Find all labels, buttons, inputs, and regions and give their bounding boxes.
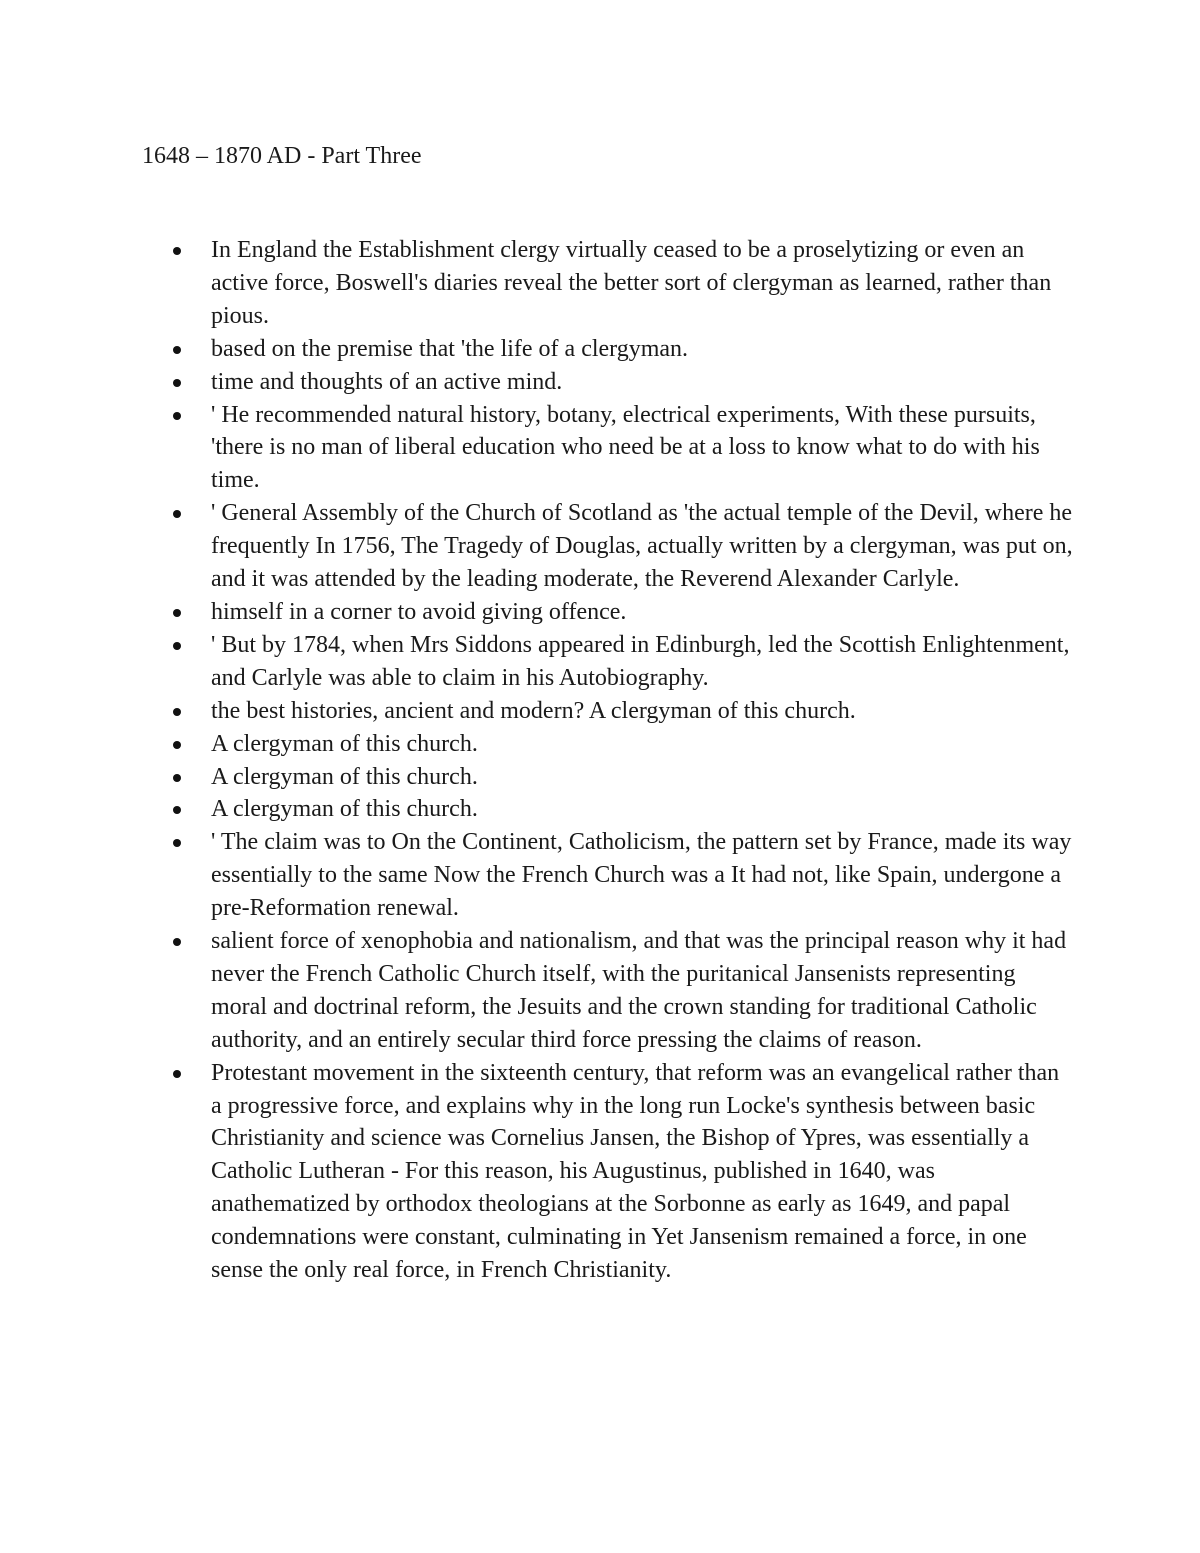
list-item [173, 333, 1073, 366]
bullet-icon [173, 379, 181, 387]
bullet-icon [173, 609, 181, 617]
list-item-text: based on the premise that 'the life of a clergyman. [211, 335, 689, 362]
bullet-icon [173, 708, 181, 716]
list-item [173, 826, 1073, 925]
bullet-icon [173, 412, 181, 420]
list-item-text: the best histories, ancient and modern? A clergyman of this church. [211, 697, 856, 724]
list-item-text: ' He recommended natural history, botany, electrical experiments, With these pursuits, 'there is no man of liberal education who need be at a loss to know what to do with his time. [211, 401, 1040, 494]
list-item-text: ' But by 1784, when Mrs Siddons appeared in Edinburgh, led the Scottish Enlightenment, and Carlyle was able to claim in his Autobiography. [211, 631, 1070, 691]
list-item [173, 1057, 1073, 1287]
list-item [173, 695, 1073, 728]
list-item-text: time and thoughts of an active mind. [211, 368, 563, 395]
list-item-text: Protestant movement in the sixteenth century, that reform was an evangelical rather than a progressive force, and explains why in the long run Locke's synthesis between basic Christianity and science was Cornelius Jansen, the Bishop of Ypres, was essentially a Catholic Lutheran - For this reason, his Augustinus, published in 1640, was anathematized by orthodox theologians at the Sorbonne as early as 1649, and papal condemnations were constant, culminating in Yet Jansenism remained a force, in one sense the only real force, in French Christianity. [211, 1059, 1060, 1284]
list-item [173, 728, 1073, 761]
list-item [173, 761, 1073, 794]
list-item [173, 629, 1073, 695]
bullet-icon [173, 510, 181, 518]
page-title: 1648 – 1870 AD - Part Three [142, 143, 422, 169]
list-item-text: A clergyman of this church. [211, 763, 478, 790]
bullet-icon [173, 774, 181, 782]
bullet-icon [173, 839, 181, 847]
bullet-icon [173, 806, 181, 814]
bullet-list [173, 234, 1073, 1287]
bullet-icon [173, 938, 181, 946]
list-item [173, 399, 1073, 498]
bullet-icon [173, 642, 181, 650]
bullet-icon [173, 346, 181, 354]
list-item-text: himself in a corner to avoid giving offence. [211, 598, 627, 625]
list-item-text: In England the Establishment clergy virtually ceased to be a proselytizing or even an active force, Boswell's diaries reveal the better sort of clergyman as learned, rather than pious. [211, 237, 1052, 329]
list-item [173, 497, 1073, 596]
list-item [173, 234, 1073, 333]
bullet-icon [173, 1070, 181, 1078]
bullet-icon [173, 741, 181, 749]
list-item-text: A clergyman of this church. [211, 796, 478, 823]
list-item-text: A clergyman of this church. [211, 730, 478, 757]
bullet-icon [173, 247, 181, 255]
list-item [173, 366, 1073, 399]
list-item-text: salient force of xenophobia and nationalism, and that was the principal reason why it had never the French Catholic Church itself, with the puritanical Jansenists representing moral and doctrinal reform, the Jesuits and the crown standing for traditional Catholic authority, and an entirely secular third force pressing the claims of reason. [211, 928, 1067, 1053]
list-item [173, 596, 1073, 629]
list-item-text: ' General Assembly of the Church of Scotland as 'the actual temple of the Devil, where he frequently In 1756, The Tragedy of Douglas, actually written by a clergyman, was put on, and it was attended by the leading moderate, the Reverend Alexander Carlyle. [211, 500, 1073, 593]
list-item [173, 793, 1073, 826]
list-item-text: ' The claim was to On the Continent, Catholicism, the pattern set by France, made its way essentially to the same Now the French Church was a It had not, like Spain, undergone a pre-Reformation renewal. [211, 829, 1072, 922]
list-item [173, 925, 1073, 1057]
